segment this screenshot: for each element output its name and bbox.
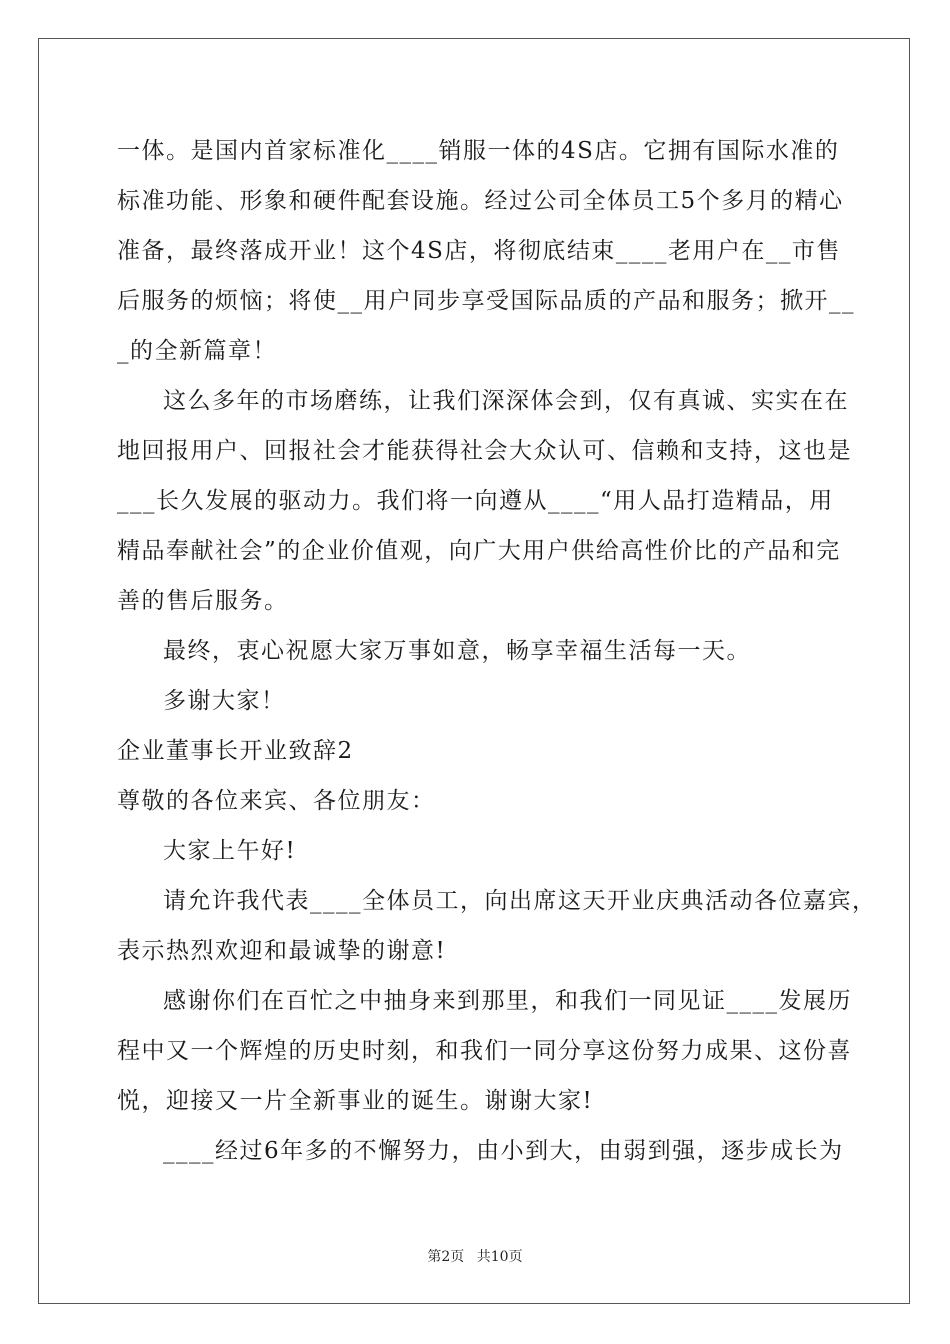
page-footer [0, 1248, 950, 1266]
greeting: 大家上午好! [163, 838, 297, 864]
paragraph-line: 一体。是国内首家标准化____销服一体的4S店。它拥有国际水准的 [117, 138, 840, 164]
paragraph-line: 表示热烈欢迎和最诚挚的谢意! [117, 938, 447, 964]
section-heading: 企业董事长开业致辞2 [117, 738, 354, 764]
paragraph-line: 请允许我代表____全体员工，向出席这天开业庆典活动各位嘉宾， [163, 888, 877, 914]
paragraph-line: 程中又一个辉煌的历史时刻，和我们一同分享这份努力成果、这份喜 [117, 1038, 852, 1064]
paragraph-line: 准备，最终落成开业！这个4S店，将彻底结束____老用户在__市售 [117, 238, 841, 264]
paragraph-line: 悦，迎接又一片全新事业的诞生。谢谢大家! [117, 1088, 594, 1114]
paragraph-line: 这么多年的市场磨练，让我们深深体会到，仅有真诚、实实在在 [163, 388, 849, 414]
page-number: 第2页 [427, 1249, 465, 1265]
paragraph-line: 多谢大家！ [163, 688, 286, 714]
paragraph-line: 善的售后服务。 [117, 588, 289, 614]
paragraph-line: 感谢你们在百忙之中抽身来到那里，和我们一同见证____发展历 [163, 988, 852, 1014]
paragraph-line: 标准功能、形象和硬件配套设施。经过公司全体员工5个多月的精心 [117, 188, 844, 214]
paragraph-line: 后服务的烦恼；将使__用户同步享受国际品质的产品和服务；掀开__ [117, 288, 855, 314]
paragraph-line: 地回报用户、回报社会才能获得社会大众认可、信赖和支持，这也是 [117, 438, 852, 464]
paragraph-line: 最终，衷心祝愿大家万事如意，畅享幸福生活每一天。 [163, 638, 751, 664]
page-total: 共10页 [476, 1249, 523, 1265]
paragraph-line: 精品奉献社会”的企业价值观，向广大用户供给高性价比的产品和完 [117, 538, 841, 564]
paragraph-line: ____经过6年多的不懈努力，由小到大，由弱到强，逐步成长为 [163, 1138, 844, 1164]
salutation: 尊敬的各位来宾、各位朋友： [117, 788, 436, 814]
paragraph-line: _的全新篇章！ [117, 338, 277, 364]
paragraph-line: ___长久发展的驱动力。我们将一向遵从____“用人品打造精品，用 [117, 488, 834, 514]
